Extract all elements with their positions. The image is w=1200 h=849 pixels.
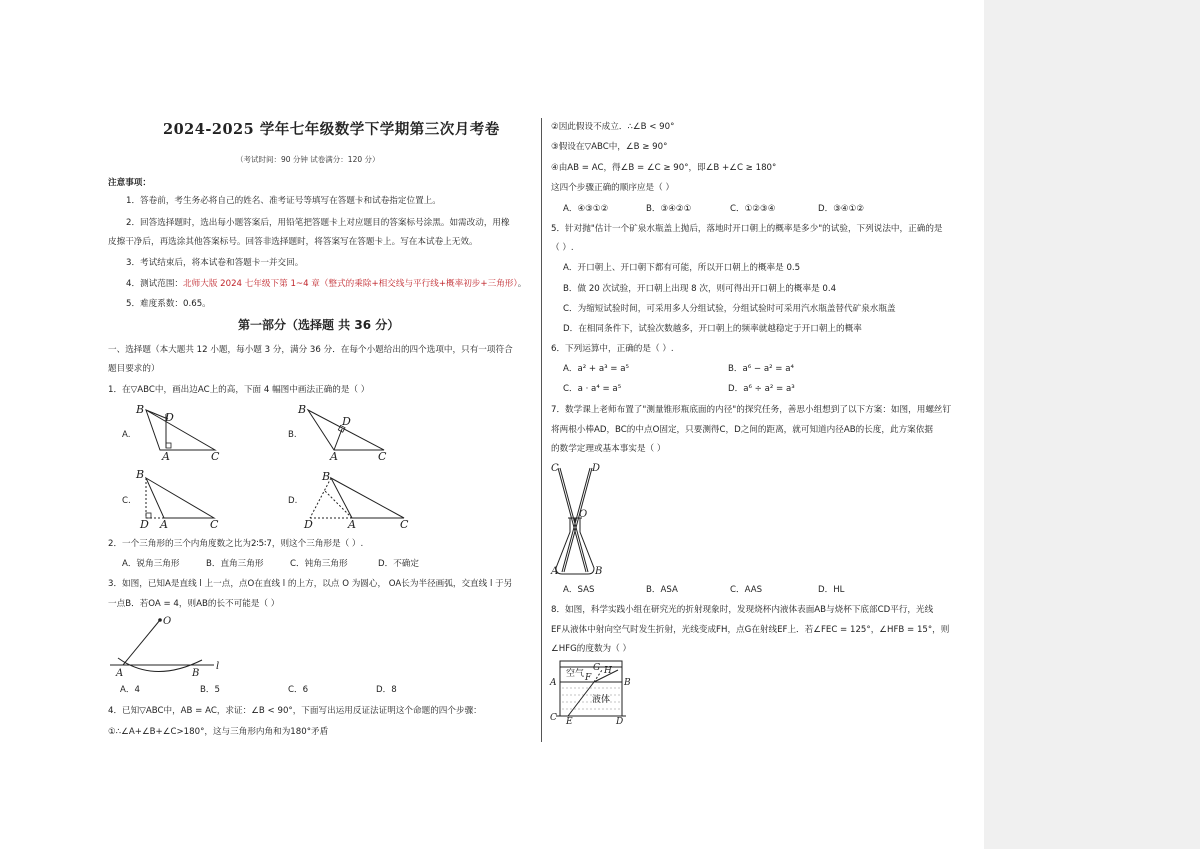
q2-option-c: C．钝角三角形	[290, 559, 348, 569]
q1d-pt-b: B	[322, 470, 331, 483]
q1d-pt-a: A	[348, 518, 356, 531]
q6-option-a: A．a² + a³ = a⁵	[563, 364, 629, 374]
q1d-pt-d: D	[304, 518, 313, 531]
note-4	[126, 278, 526, 290]
q5-option-c: C．为缩短试验时间，可采用多人分组试验，分组试验时可采用汽水瓶盖替代矿泉水瓶盖	[563, 304, 896, 314]
q7-stem-2: 将两根小棒AD，BC的中点O固定，只要测得C，D之间的距离，就可知道内径AB的长度，此方案依据	[551, 425, 933, 435]
q3-option-c: C．6	[288, 685, 309, 695]
q3-figure	[108, 612, 228, 682]
q5-stem-1: 5．针对抛"估计一个矿泉水瓶盖上抛后，落地时开口朝上的概率是多少"的试验，下列说法中，正确的是	[551, 224, 943, 234]
q8-pt-g: G	[593, 663, 601, 673]
q6-option-b: B．a⁶ − a² = a⁴	[728, 364, 794, 374]
q8-pt-e: E	[566, 717, 573, 727]
q8-pt-h: H	[604, 666, 612, 676]
q1b-pt-c: C	[378, 450, 387, 463]
q8-stem-1: 8．如图，科学实践小组在研究光的折射现象时，发现烧杯内液体表面AB与烧杯下底部CD平行，光线	[551, 605, 934, 615]
q6-option-c: C．a · a⁴ = a⁵	[563, 384, 622, 394]
q3-pt-b: B	[192, 668, 200, 679]
q7-pt-o: O	[579, 509, 588, 520]
q1c-pt-a: A	[160, 518, 168, 531]
q1c-pt-d: D	[140, 518, 149, 531]
q8-pt-d: D	[616, 717, 624, 727]
q3-stem-1: 3．如图，已知A是直线 l 上一点，点O在直线 l 的上方，以点 O 为圆心， OA长为半径画弧，交直线 l 于另	[108, 579, 513, 589]
note-5: 5．难度系数：0.65。	[126, 299, 211, 309]
q2-option-b: B．直角三角形	[206, 559, 264, 569]
q7-stem-1: 7．数学课上老师布置了"测量锥形瓶底面的内径"的探究任务，善思小组想到了以下方案：如图，用螺丝钉	[551, 405, 952, 415]
q4-step-2: ②因此假设不成立．∴∠B < 90°	[551, 122, 675, 132]
note-1: 1．答卷前，考生务必将自己的姓名、准考证号等填写在答题卡和试卷指定位置上。	[126, 196, 441, 206]
q8-liquid-label: 液体	[592, 695, 611, 705]
q4-question: 这四个步骤正确的顺序应是（ ）	[551, 183, 675, 193]
q1b-pt-d: D	[342, 415, 351, 428]
q6-option-d: D．a⁶ ÷ a² = a³	[728, 384, 795, 394]
note-4-suffix: 。	[517, 279, 527, 289]
q7-pt-c: C	[551, 463, 559, 474]
q1-stem: 1．在▽ABC中，画出边AC上的高，下面 4 幅图中画法正确的是（ ）	[108, 385, 370, 395]
note-2a: 2．回答选择题时，选出每小题答案后，用铅笔把答题卡上对应题目的答案标号涂黑。如需改动，用橡	[126, 218, 510, 228]
q8-pt-b: B	[624, 678, 631, 688]
q1-figure-c	[132, 468, 232, 530]
q3-option-a: A．4	[120, 685, 140, 695]
q1c-pt-b: B	[136, 468, 145, 481]
q1-option-a-label: A.	[122, 430, 131, 440]
q1a-pt-d: D	[165, 411, 174, 424]
q1a-pt-b: B	[136, 403, 145, 416]
q5-stem-2: （ ）.	[551, 243, 574, 253]
q8-stem-2: EF从液体中射向空气时发生折射，光线变成FH，点G在射线EF上．若∠FEC = 125°，∠HFB = 15°，则	[551, 625, 950, 635]
q8-pt-f: F	[585, 673, 592, 683]
column-divider	[541, 118, 542, 742]
q7-pt-b: B	[595, 566, 603, 577]
q8-pt-c: C	[550, 713, 557, 723]
exam-subtitle: （考试时间：90 分钟 试卷满分：120 分）	[236, 155, 380, 164]
note-4-prefix: 4．测试范围：	[126, 279, 184, 289]
q1-option-c-label: C.	[122, 496, 131, 506]
q1b-pt-a: A	[330, 450, 338, 463]
q3-option-d: D．8	[376, 685, 397, 695]
q1-figure-d	[296, 468, 412, 530]
q2-option-d: D．不确定	[378, 559, 419, 569]
q4-step-4: ④由AB = AC，得∠B = ∠C ≥ 90°，即∠B +∠C ≥ 180°	[551, 163, 777, 173]
q4-option-a: A．④③①②	[563, 204, 609, 214]
q8-stem-3: ∠HFG的度数为（ ）	[551, 644, 632, 654]
q3-option-b: B．5	[200, 685, 220, 695]
q7-stem-3: 的数学定理或基本事实是（ ）	[551, 444, 666, 454]
q5-option-d: D．在相同条件下，试验次数越多，开口朝上的频率就越稳定于开口朝上的概率	[563, 324, 862, 334]
q7-option-b: B．ASA	[646, 585, 678, 595]
note-3: 3．考试结束后，将本试卷和答题卡一并交回。	[126, 258, 304, 268]
q8-air-label: 空气	[566, 669, 585, 679]
part1-instr-2: 题目要求的）	[108, 364, 160, 374]
q4-step-3: ③假设在▽ABC中，∠B ≥ 90°	[551, 142, 668, 152]
test-range: 北师大版 2024 七年级下第 1~4 章（整式的乘除+相交线与平行线+概率初步+三角形）	[183, 279, 518, 289]
q1b-pt-b: B	[298, 403, 307, 416]
q7-option-d: D．HL	[818, 585, 845, 595]
q4-option-d: D．③④①②	[818, 204, 865, 214]
q3-line-l: l	[216, 661, 220, 672]
q1a-pt-c: C	[211, 450, 220, 463]
notes-heading: 注意事项：	[108, 178, 151, 188]
q6-stem: 6．下列运算中，正确的是（ ）.	[551, 344, 674, 354]
q3-pt-a: A	[116, 668, 124, 679]
q1-figure-a	[130, 402, 230, 464]
q2-option-a: A．锐角三角形	[122, 559, 180, 569]
q4-option-b: B．③④②①	[646, 204, 692, 214]
part1-heading: 第一部分（选择题 共 36 分）	[238, 318, 400, 332]
q5-option-b: B．做 20 次试验，开口朝上出现 8 次，则可得出开口朝上的概率是 0.4	[563, 284, 837, 294]
q7-pt-a: A	[551, 566, 559, 577]
q7-option-c: C．AAS	[730, 585, 763, 595]
q8-pt-a: A	[550, 678, 557, 688]
q1c-pt-c: C	[210, 518, 219, 531]
q1-figure-b	[294, 402, 394, 464]
q1a-pt-a: A	[162, 450, 170, 463]
q7-figure	[548, 460, 608, 580]
exam-title: 2024-2025 学年七年级数学下学期第三次月考卷	[163, 121, 500, 138]
q7-pt-d: D	[592, 463, 601, 474]
q5-option-a: A．开口朝上、开口朝下都有可能，所以开口朝上的概率是 0.5	[563, 263, 801, 273]
q4-stem: 4．已知▽ABC中，AB = AC，求证：∠B < 90°，下面写出运用反证法证明这个命题的四个步骤：	[108, 706, 482, 716]
q3-pt-o: O	[163, 616, 172, 627]
q4-step-1: ①∴∠A+∠B+∠C>180°，这与三角形内角和为180°矛盾	[108, 727, 329, 737]
q1-option-d-label: D.	[288, 496, 298, 506]
q3-stem-2: 一点B．若OA = 4，则AB的长不可能是（ ）	[108, 599, 280, 609]
note-2b: 皮擦干净后，再选涂其他答案标号。回答非选择题时，将答案写在答题卡上。写在本试卷上无效。	[108, 237, 478, 247]
q1d-pt-c: C	[400, 518, 409, 531]
q7-option-a: A．SAS	[563, 585, 595, 595]
q1-option-b-label: B.	[288, 430, 297, 440]
q8-figure	[548, 658, 634, 728]
part1-instr-1: 一、选择题（本大题共 12 小题，每小题 3 分，满分 36 分．在每个小题给出的四个选项中，只有一项符合	[108, 345, 513, 355]
q4-option-c: C．①②③④	[730, 204, 776, 214]
side-panel	[984, 0, 1200, 849]
q2-stem: 2．一个三角形的三个内角度数之比为2∶5∶7，则这个三角形是（ ）.	[108, 539, 364, 549]
